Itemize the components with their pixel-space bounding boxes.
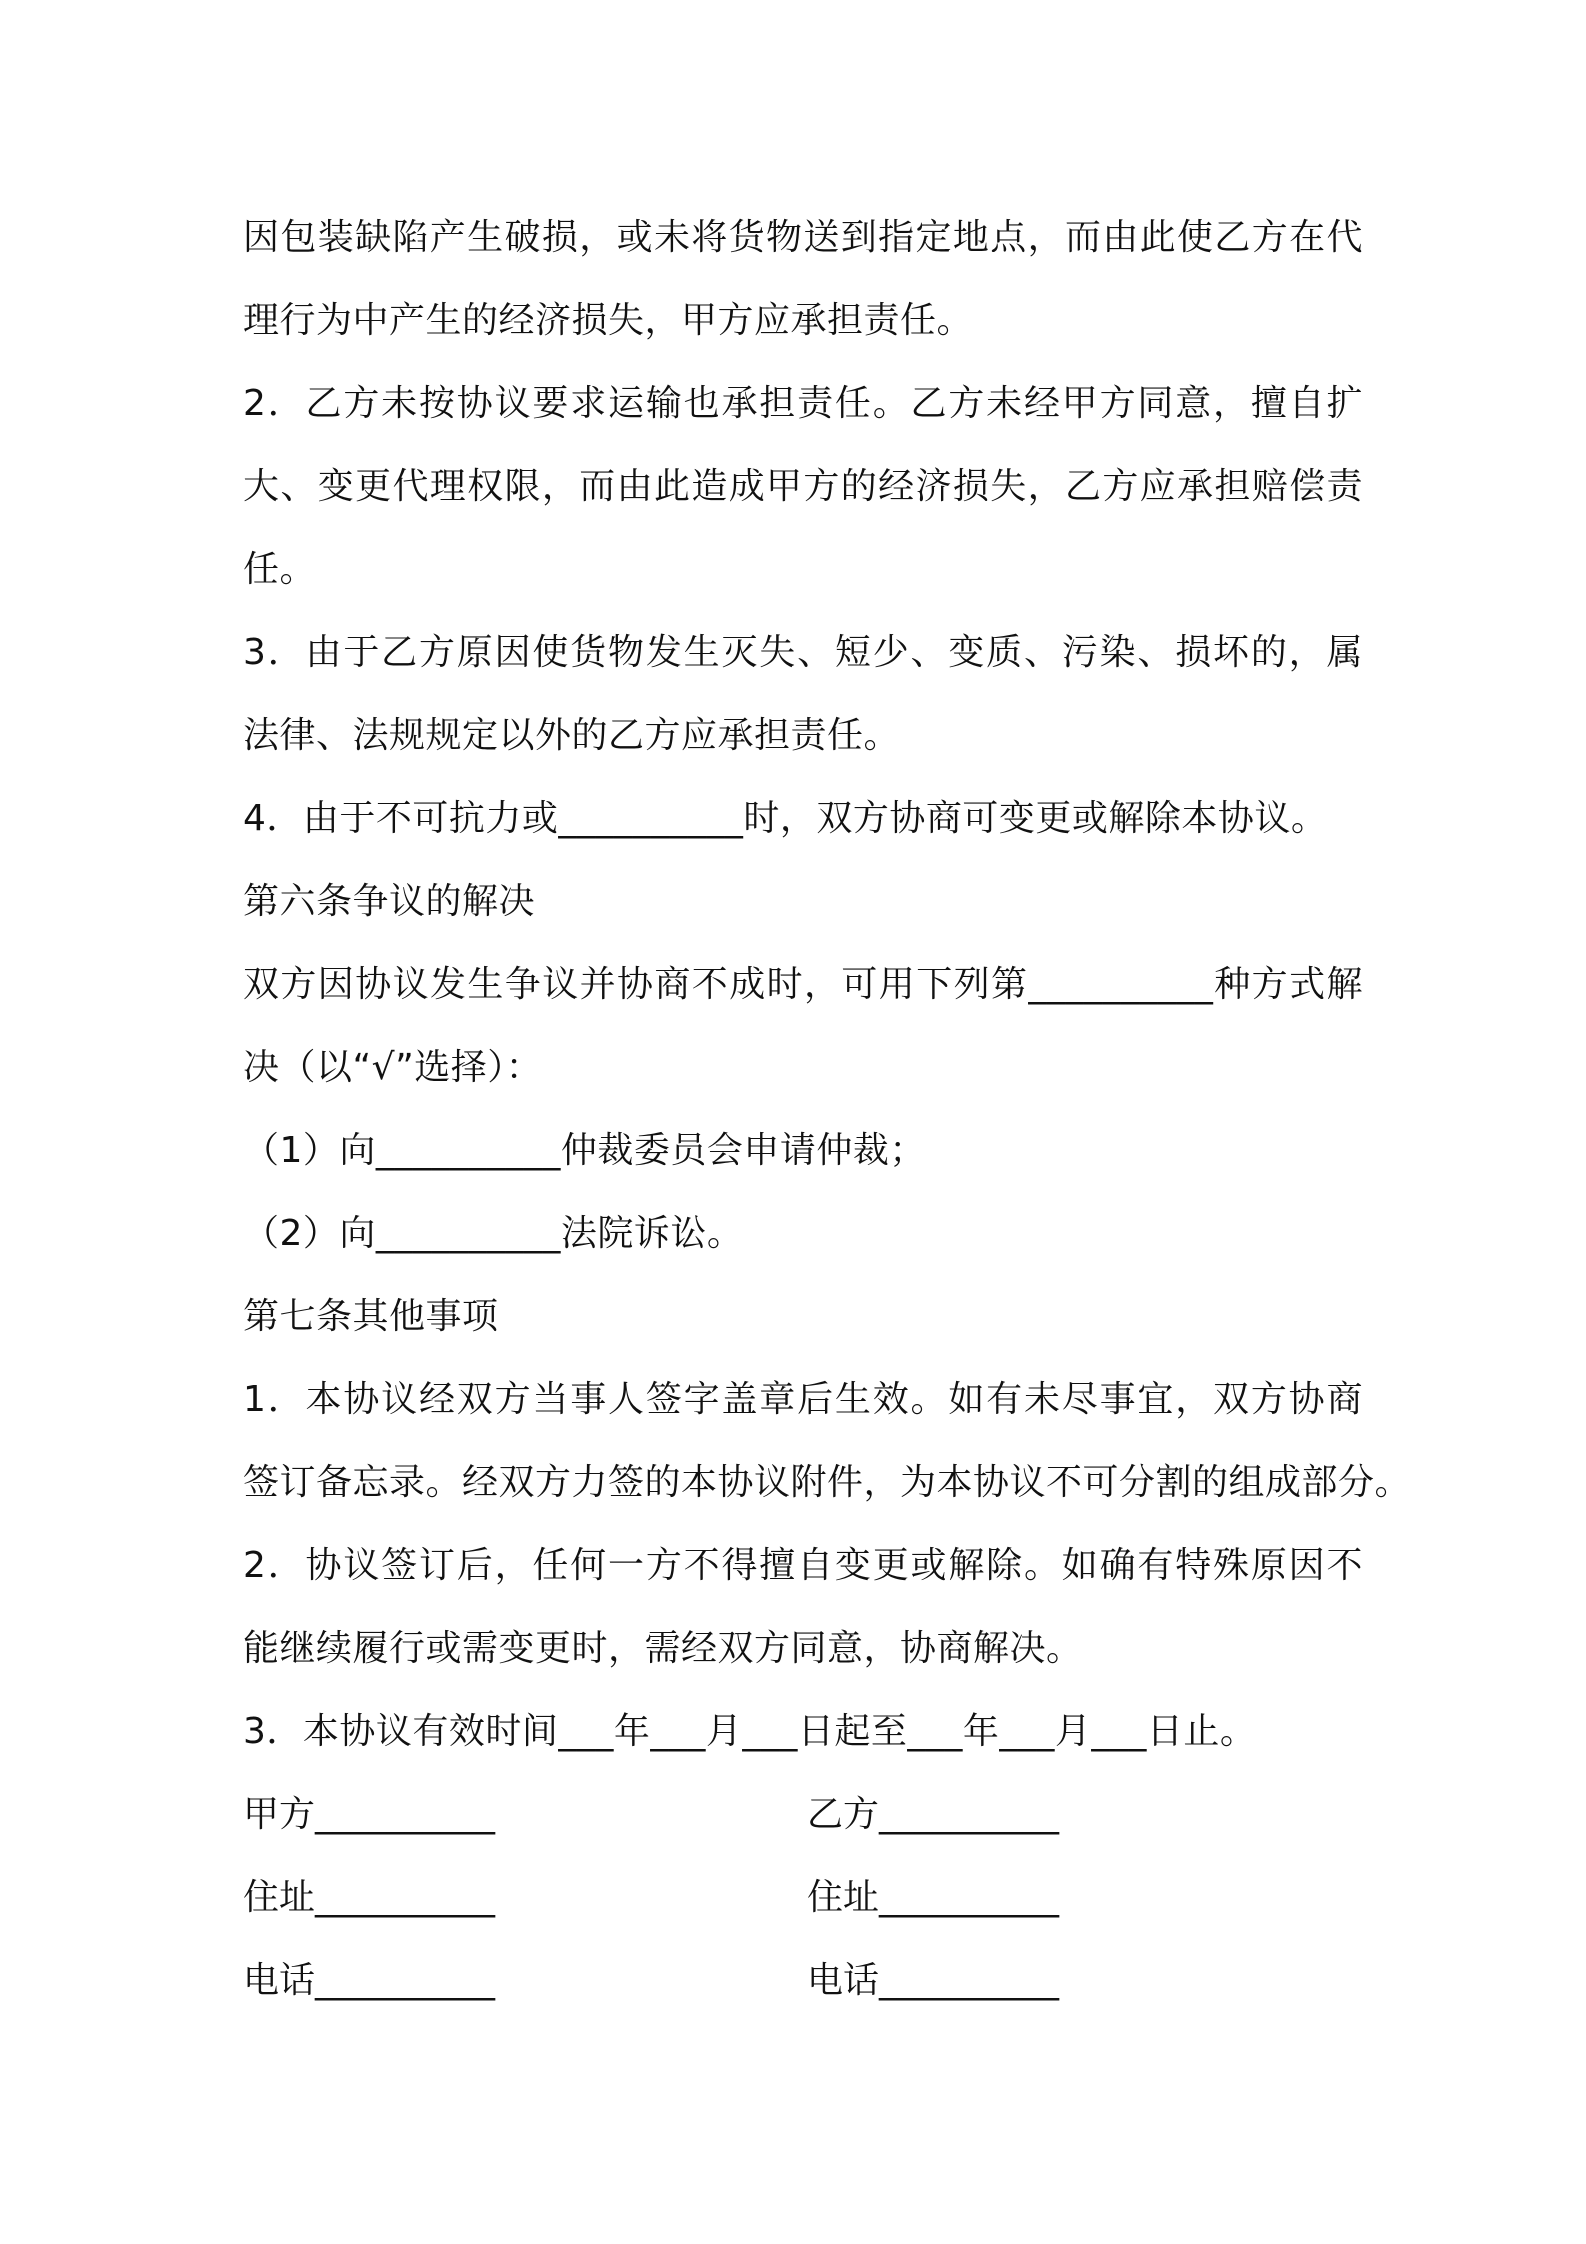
party-a-field: 甲方__________ bbox=[243, 1794, 496, 1835]
signature-row-address bbox=[243, 1856, 1363, 1939]
text-line: 2．协议签订后，任何一方不得擅自变更或解除。如确有特殊原因不 bbox=[243, 1545, 1363, 1586]
option-arbitration: （1）向__________仲裁委员会申请仲裁； bbox=[243, 1130, 926, 1171]
document-body bbox=[243, 196, 1412, 2022]
option-litigation: （2）向__________法院诉讼。 bbox=[243, 1213, 744, 1254]
validity-period-line: 3．本协议有效时间___年___月___日起至___年___月___日止。 bbox=[243, 1711, 1257, 1752]
text-line: 决（以“√”选择）： bbox=[243, 1047, 543, 1088]
clause-2-line: 2．乙方未按协议要求运输也承担责任。乙方未经甲方同意，擅自扩 bbox=[243, 383, 1363, 424]
text-line: 1．本协议经双方当事人签字盖章后生效。如有未尽事宜，双方协商 bbox=[243, 1379, 1363, 1420]
text-line: 任。 bbox=[243, 549, 317, 590]
phone-a-field: 电话__________ bbox=[243, 1960, 496, 2001]
text-line: 因包装缺陷产生破损，或未将货物送到指定地点，而由此使乙方在代 bbox=[243, 217, 1363, 258]
text-line: 理行为中产生的经济损失，甲方应承担责任。 bbox=[243, 300, 974, 341]
clause-4-line: 4．由于不可抗力或__________时，双方协商可变更或解除本协议。 bbox=[243, 798, 1328, 839]
signature-row-party bbox=[243, 1773, 1363, 1856]
section-heading-article-6: 第六条争议的解决 bbox=[243, 881, 536, 922]
text-line: 签订备忘录。经双方力签的本协议附件，为本协议不可分割的组成部分。 bbox=[243, 1462, 1412, 1503]
text-line: 能继续履行或需变更时，需经双方同意，协商解决。 bbox=[243, 1628, 1083, 1669]
signature-row-phone bbox=[243, 1939, 1363, 2022]
address-a-field: 住址__________ bbox=[243, 1877, 496, 1918]
text-line: 大、变更代理权限，而由此造成甲方的经济损失，乙方应承担赔偿责 bbox=[243, 466, 1363, 507]
phone-b-field: 电话__________ bbox=[807, 1960, 1060, 2001]
party-b-field: 乙方__________ bbox=[807, 1794, 1060, 1835]
clause-3-line: 3．由于乙方原因使货物发生灭失、短少、变质、污染、损坏的，属 bbox=[243, 632, 1363, 673]
address-b-field: 住址__________ bbox=[807, 1877, 1060, 1918]
text-line: 双方因协议发生争议并协商不成时，可用下列第__________种方式解 bbox=[243, 964, 1363, 1005]
text-line: 法律、法规规定以外的乙方应承担责任。 bbox=[243, 715, 901, 756]
section-heading-article-7: 第七条其他事项 bbox=[243, 1296, 499, 1337]
